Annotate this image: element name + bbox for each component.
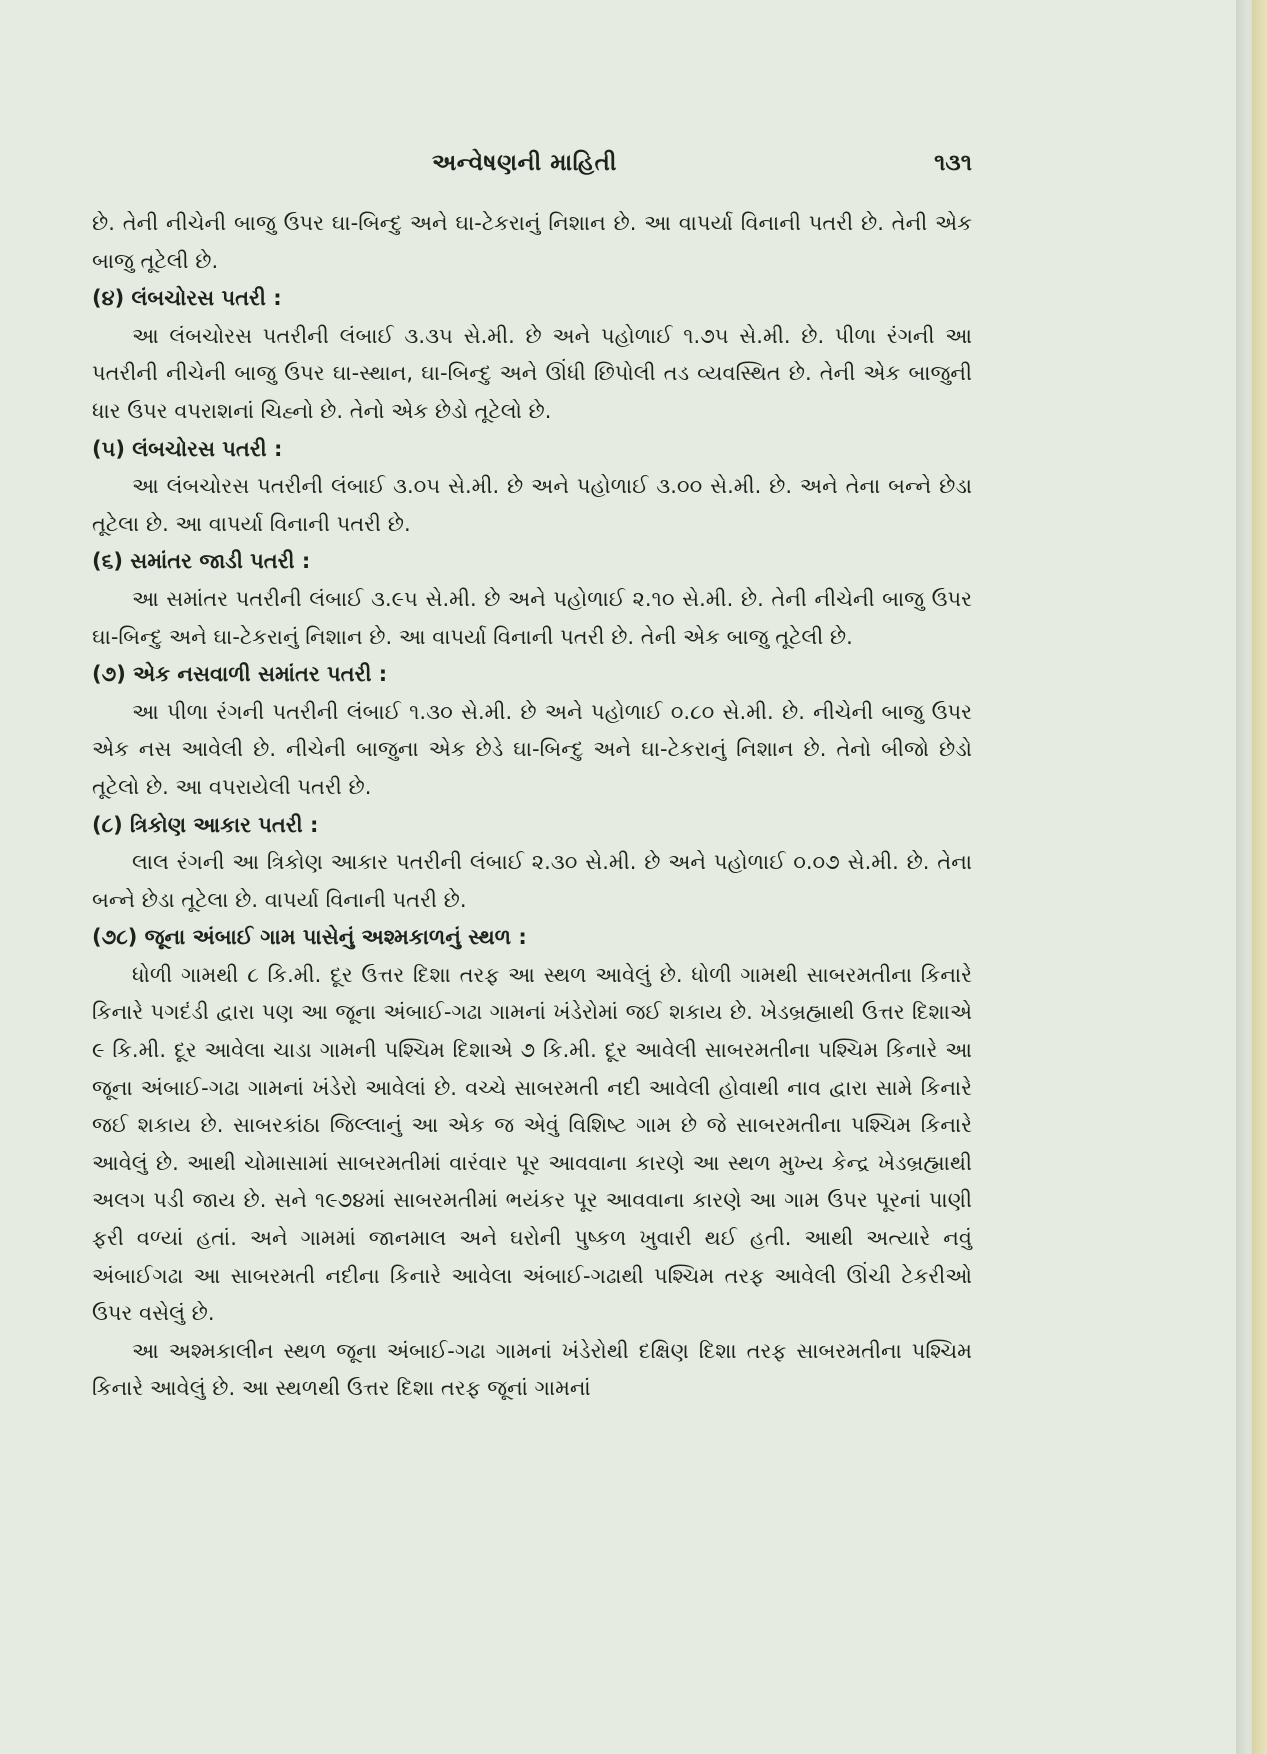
paragraph-8: લાલ રંગની આ ત્રિકોણ આકાર પતરીની લંબાઈ ૨.૩૦ સે.મી. છે અને પહોળાઈ ૦.૦૭ સે.મી. છે. તેના બન્ને છેડા તૂટેલા છે. વાપર્યા વિનાની પતરી છે.: [92, 850, 972, 912]
page-number: ૧૩૧: [934, 150, 972, 176]
running-title: અન્વેષણની માહિતી: [432, 150, 618, 176]
page-header: [92, 150, 972, 190]
page-body: [92, 205, 972, 1408]
paragraph-7: આ પીળા રંગની પતરીની લંબાઈ ૧.૩૦ સે.મી. છે અને પહોળાઈ ૦.૮૦ સે.મી. છે. નીચેની બાજુ ઉપર એક નસ આવેલી છે. નીચેની બાજુના એક છેડે ઘા-બિન્દુ અને ઘા-ટેકરાનું નિશાન છે. તેનો બીજો છેડો તૂટેલો છે. આ વપરાયેલી પતરી છે.: [92, 699, 972, 799]
paragraph-6: આ સમાંતર પતરીની લંબાઈ ૩.૯૫ સે.મી. છે અને પહોળાઈ ૨.૧૦ સે.મી. છે. તેની નીચેની બાજુ ઉપર ઘા-બિન્દુ અને ઘા-ટેકરાનું નિશાન છે. આ વાપર્યા વિનાની પતરી છે. તેની એક બાજુ તૂટેલી છે.: [92, 586, 972, 649]
paragraph-78-b: આ અશ્મકાલીન સ્થળ જૂના અંબાઈ-ગઢા ગામનાં ખંડેરોથી દક્ષિણ દિશા તરફ સાબરમતીના પશ્ચિમ કિનારે આવેલું છે. આ સ્થળથી ઉત્તર દિશા તરફ જૂનાં ગામનાં: [92, 1338, 972, 1401]
section-heading-7: (૭) એક નસવાળી સમાંતર પતરી :: [92, 662, 388, 687]
next-page-edge: [1252, 0, 1267, 1754]
section-heading-78: (૭૮) જૂના અંબાઈ ગામ પાસેનું અશ્મકાળનું સ્થળ :: [92, 925, 527, 950]
section-heading-4: (૪) લંબચોરસ પતરી :: [92, 286, 282, 311]
section-heading-5: (૫) લંબચોરસ પતરી :: [92, 436, 283, 461]
paragraph-5: આ લંબચોરસ પતરીની લંબાઈ ૩.૦૫ સે.મી. છે અને પહોળાઈ ૩.૦૦ સે.મી. છે. અને તેના બન્ને છેડા તૂટેલા છે. આ વાપર્યા વિનાની પતરી છે.: [92, 474, 972, 536]
paragraph-continuation: છે. તેની નીચેની બાજુ ઉપર ઘા-બિન્દુ અને ઘા-ટેકરાનું નિશાન છે. આ વાપર્યા વિનાની પતરી છે. તેની એક બાજુ તૂટેલી છે.: [92, 211, 972, 273]
section-heading-8: (૮) ત્રિકોણ આકાર પતરી :: [92, 812, 319, 837]
section-heading-6: (૬) સમાંતર જાડી પતરી :: [92, 549, 311, 574]
paragraph-4: આ લંબચોરસ પતરીની લંબાઈ ૩.૩૫ સે.મી. છે અને પહોળાઈ ૧.૭૫ સે.મી. છે. પીળા રંગની આ પતરીની નીચેની બાજુ ઉપર ઘા-સ્થાન, ઘા-બિન્દુ અને ઊંધી છિપોલી તડ વ્યવસ્થિત છે. તેની એક બાજુની ધાર ઉપર વપરાશનાં ચિહ્નો છે. તેનો એક છેડો તૂટેલો છે.: [92, 323, 972, 423]
paragraph-78-a: ધોળી ગામથી ૮ કિ.મી. દૂર ઉત્તર દિશા તરફ આ સ્થળ આવેલું છે. ધોળી ગામથી સાબરમતીના કિનારે કિનારે પગદંડી દ્વારા પણ આ જૂના અંબાઈ-ગઢા ગામનાં ખંડેરોમાં જઈ શકાય છે. ખેડબ્રહ્માથી ઉત્તર દિશાએ ૯ કિ.મી. દૂર આવેલા ચાડા ગામની પશ્ચિમ દિશાએ ૭ કિ.મી. દૂર આવેલી સાબરમતીના પશ્ચિમ કિનારે આ જૂના અંબાઈ-ગઢા ગામનાં ખંડેરો આવેલાં છે. વચ્ચે સાબરમતી નદી આવેલી હોવાથી નાવ દ્વારા સામે કિનારે જઈ શકાય છે. સાબરકાંઠા જિલ્લાનું આ એક જ એવું વિશિષ્ટ ગામ છે જે સાબરમતીના પશ્ચિમ કિનારે આવેલું છે. આથી ચોમાસામાં સાબરમતીમાં વારંવાર પૂર આવવાના કારણે આ સ્થળ મુખ્ય કેન્દ્ર ખેડબ્રહ્માથી અલગ પડી જાય છે. સને ૧૯૭૪માં સાબરમતીમાં ભયંકર પૂર આવવાના કારણે આ ગામ ઉપર પૂરનાં પાણી ફરી વળ્યાં હતાં. અને ગામમાં જાનમાલ અને ઘરોની પુષ્કળ ખુવારી થઈ હતી. આથી અત્યારે નવું અંબાઈગઢા આ સાબરમતી નદીના કિનારે આવેલા અંબાઈ-ગઢાથી પશ્ચિમ તરફ આવેલી ઊંચી ટેકરીઓ ઉપર વસેલું છે.: [92, 962, 972, 1326]
